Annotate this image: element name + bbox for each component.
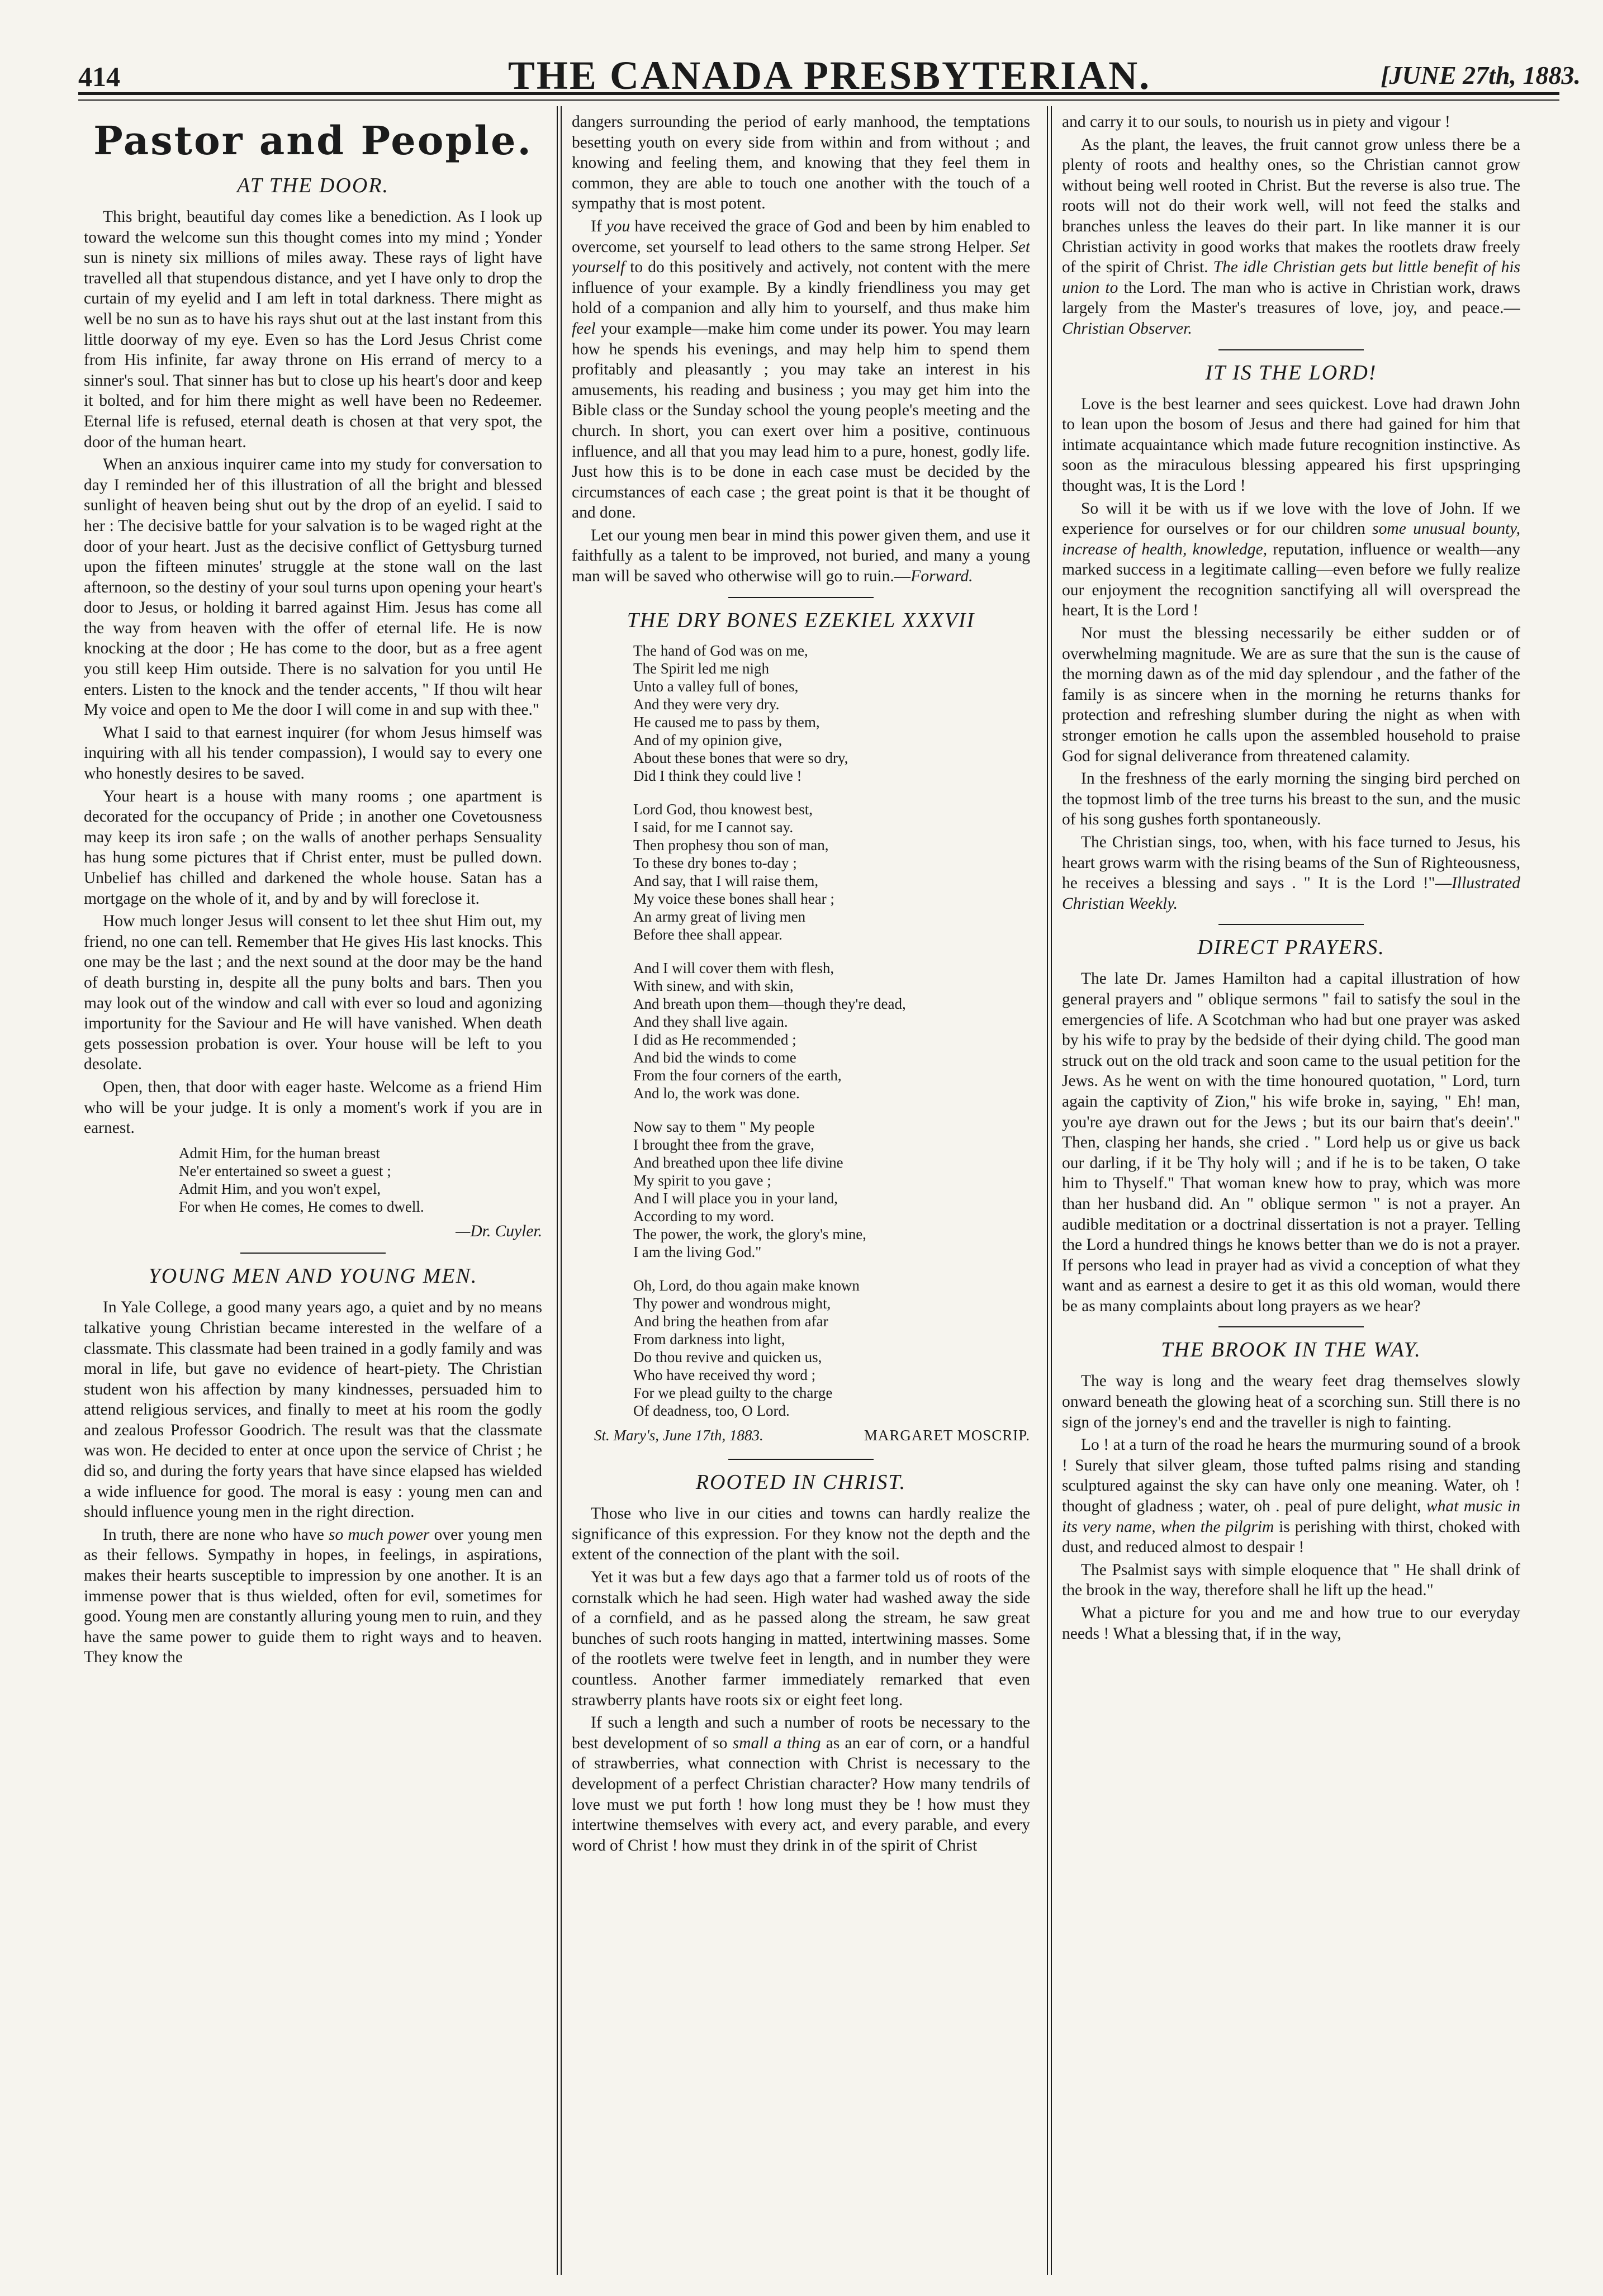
- signature-author: MARGARET MOSCRIP.: [864, 1426, 1030, 1444]
- verse-line: The power, the work, the glory's mine,: [633, 1225, 866, 1242]
- paragraph: What I said to that earnest inquirer (for whom Jesus himself was inquiring with all his tender compassion), I would say to every one who honestly desires to be saved.: [84, 723, 542, 783]
- paragraph: and carry it to our souls, to nourish us in piety and vigour !: [1062, 113, 1450, 131]
- verse-line: And of my opinion give,: [633, 731, 782, 748]
- paragraph: Let our young men bear in mind this power given them, and use it faithfully as a talent to be improved, not buried, and many a young man will be saved who otherwise will go to ruin.—Forward.: [572, 526, 1030, 586]
- paragraph: If you have received the grace of God and been by him enabled to overcome, set yourself to lead others to the same strong Helper. Set yourself to do this positively and actively, not content with the mere influence of your example. By a kindly friendliness you may get hold of a companion and ally him to yourself, and thus make him feel your example—make him come under its power. You may learn how he spends his evenings, and may help him to spend them profitably and pleasantly ; you may take an interest in his amusements, his reading and business ; you may get him into the Bible class or the Sunday school the young people's meeting and the church. In short, you can exert over him a positive, continuous influence, and all that you may lead him to a pure, honest, godly life. Just how this is to be done in each case must be decided by the circumstances of each case ; the great point is that it be thought of and done.: [572, 217, 1030, 522]
- article-title-it-is-the-lord: IT IS THE LORD!: [1205, 360, 1377, 385]
- verse-line: Who have received thy word ;: [633, 1366, 816, 1383]
- verse-line: And bring the heathen from afar: [633, 1312, 828, 1330]
- paragraph: Your heart is a house with many rooms ; one apartment is decorated for the occupancy of Pride ; in another one Covetousness may keep its iron safe ; on the walls of another perhaps Sensuality has hung some pictures that if Christ enter, must be pulled down. Unbelief has chilled and darkened the whole house. Satan has a mortgage on the whole of it, and by and by will foreclose it.: [84, 787, 542, 908]
- verse-line: Ne'er entertained so sweet a guest ;: [179, 1162, 391, 1179]
- article-title-brook-in-the-way: THE BROOK IN THE WAY.: [1161, 1338, 1421, 1362]
- paragraph: Lo ! at a turn of the road he hears the murmuring sound of a brook ! Surely that silver gleam, those tufted palms rising and standing sculptured against the sky can have only one meaning. Water, oh ! thought of gladness ; water, oh . peal of pure delight, what music in its very name, when the pilgrim is perishing with thirst, choked with dust, and reduced almost to despair !: [1062, 1436, 1520, 1557]
- verse-line: Unto a valley full of bones,: [633, 677, 799, 695]
- verse-line: To these dry bones to-day ;: [633, 854, 797, 871]
- stanza: [633, 959, 1030, 1102]
- article-divider: [1218, 924, 1364, 925]
- poem-dry-bones: [633, 642, 1030, 1420]
- verse-line: And lo, the work was done.: [633, 1084, 800, 1102]
- verse-line: Oh, Lord, do thou again make known: [633, 1277, 860, 1294]
- verse-line: And say, that I will raise them,: [633, 872, 819, 889]
- header-rule-thick: [78, 92, 1559, 95]
- article-divider: [728, 1459, 874, 1460]
- section-title: Pastor and People.: [93, 117, 533, 164]
- verse-line: I brought thee from the grave,: [633, 1136, 814, 1153]
- paragraph: Nor must the blessing necessarily be either sudden or of overwhelming magnitude. We are as sure that the sun is the cause of the morning dawn as of the mid day splendour , and the father of the family is as sincere when in the morning he returns thanks for protection and refreshing slumber during the night as when with stronger emotion he calls upon the assembled household to praise God for signal deliverance from threatened calamity.: [1062, 624, 1520, 765]
- paragraph: How much longer Jesus will consent to let thee shut Him out, my friend, no one can tell. Remember that He gives His last knocks. This one may be the last ; and the next sound at the door may be the hand of death bursting in, despite all the puny bolts and bars. Then you may look out of the window and call with ever so loud and agonizing importunity for the Saviour and He will have vanished. When death gets possession probation is over. Your house will be left to you desolate.: [84, 912, 542, 1074]
- verse-line: He caused me to pass by them,: [633, 713, 820, 730]
- article-divider: [728, 597, 874, 598]
- verse-line: Now say to them " My people: [633, 1118, 815, 1135]
- article-divider: [1218, 1326, 1364, 1327]
- verse-line: From the four corners of the earth,: [633, 1066, 842, 1084]
- verse-line: Admit Him, and you won't expel,: [179, 1180, 381, 1197]
- column-3: [1062, 112, 1520, 2275]
- verse-line: And breathed upon thee life divine: [633, 1154, 843, 1171]
- paragraph: If such a length and such a number of roots be necessary to the best development of so small a thing as an ear of corn, or a handful of strawberries, what connection with Christ is necessary to the development of a perfect Christian character? How many tendrils of love must we put forth ! how long must they be ! how must they intertwine themselves with every act, and every parable, and every word of Christ ! how must they drink in of the spirit of Christ: [572, 1714, 1030, 1854]
- article-title-direct-prayers: DIRECT PRAYERS.: [1197, 936, 1385, 960]
- column-divider: [557, 106, 558, 2275]
- signature-place-date: St. Mary's, June 17th, 1883.: [594, 1426, 763, 1444]
- verse-line: Did I think they could live !: [633, 767, 802, 784]
- column-divider: [1051, 106, 1052, 2275]
- verse-line: And they shall live again.: [633, 1013, 788, 1030]
- verse-line: Admit Him, for the human breast: [179, 1144, 380, 1161]
- article-title-at-the-door: AT THE DOOR.: [236, 174, 390, 197]
- verse-line: And I will cover them with flesh,: [633, 959, 834, 976]
- column-2: [572, 112, 1030, 2275]
- issue-date: [JUNE 27th, 1883.: [1381, 61, 1581, 89]
- paragraph: In truth, there are none who have so much power over young men as their fellows. Sympathy in hopes, in feelings, in aspirations, makes their hearts susceptible to impression by one another. It is an immense power that is thus wielded, often for evil, sometimes for good. Young men are constantly alluring young men to ruin, and they have the same power to guide them to right ways and to heaven. They know the: [84, 1525, 542, 1667]
- poem-title: THE DRY BONES EZEKIEL XXXVII: [627, 608, 975, 632]
- verse-line: I said, for me I cannot say.: [633, 818, 794, 836]
- stanza: [633, 1277, 1030, 1420]
- article-divider: [1218, 349, 1364, 350]
- verse-line: I did as He recommended ;: [633, 1031, 796, 1048]
- column-divider: [561, 106, 562, 2275]
- verse-line: According to my word.: [633, 1207, 774, 1225]
- verse-line: From darkness into light,: [633, 1330, 785, 1348]
- verse-line: Then prophesy thou son of man,: [633, 836, 829, 853]
- stanza: [633, 642, 1030, 785]
- verse-line: And they were very dry.: [633, 695, 780, 713]
- column-1: [84, 112, 542, 2275]
- paragraph: The Christian sings, too, when, with his face turned to Jesus, his heart grows warm with the rising beams of the Sun of Righteousness, he receives a blessing and says . " It is the Lord !"—Illustrated Christian Weekly.: [1062, 833, 1520, 913]
- paragraph: So will it be with us if we love with the love of John. If we experience for ourselves or for our children some unusual bounty, increase of health, knowledge, reputation, influence or wealth—any marked success in a legitimate calling—even before we fully realize our enjoyment the recognition sanctifying all will overspread the heart, It is the Lord !: [1062, 499, 1520, 620]
- header-rule-thin: [78, 99, 1559, 101]
- article-title-young-men: YOUNG MEN AND YOUNG MEN.: [148, 1264, 478, 1288]
- paragraph: In the freshness of the early morning the singing bird perched on the topmost limb of the tree turns his breast to the sun, and the music of his song gushes forth spontaneously.: [1062, 770, 1520, 829]
- paragraph: This bright, beautiful day comes like a benediction. As I look up toward the welcome sun this thought comes into my mind ; Yonder sun is ninety six millions of miles away. These rays of light have travelled all that stupendous distance, and yet I have only to drop the curtain of my eyelid and I am left in total darkness. There might as well be no sun as to have his rays shut out at the last instant from this little doorway of my eye. Even so has the Lord Jesus Christ come from His infinite, far away throne on His errand of mercy to a sinner's soul. That sinner has but to close up his heart's door and keep it bolted, and for him there might as well have been no Redeemer. Eternal life is refused, eternal death is chosen at that very spot, the door of the human heart.: [84, 208, 542, 451]
- paragraph: In Yale College, a good many years ago, a quiet and by no means talkative young Christian became interested in the welfare of a classmate. This classmate had been trained in a godly family and was moral in life, but gave no evidence of heart-piety. The Christian student won his affection by many kindnesses, persuaded him to attend religious services, and finally to meet at his room the godly and zealous Professor Goodrich. The result was that the classmate was won. He decided to enter at once upon the service of Christ ; he did so, and during the forty years that have since elapsed has wielded a wide influence for good. The moral is easy : young men can and should influence young men in the right direction.: [84, 1298, 542, 1521]
- paragraph: Open, then, that door with eager haste. Welcome as a friend Him who will be your judge. It is only a moment's work if you are in earnest.: [84, 1078, 542, 1137]
- paragraph: When an anxious inquirer came into my study for conversation to day I reminded her of this illustration of all the bright and blessed sunlight of heaven being shut out by the drop of an eyelid. I said to her : The decisive battle for your salvation is to be waged right at the door of your heart. Just as the decisive conflict of Gettysburg turned upon the fifteen minutes' struggle at the stone wall on the last afternoon, so the destiny of your soul turns upon opening your heart's door to Jesus, or holding it barred against Him. Jesus has come all the way from heaven with the offer of eternal life. He is now knocking at the door ; He has come to the door, but as a free agent you still keep Him outside. There is no salvation for you until He enters. Listen to the knock and the tender accents, " If thou wilt hear My voice and open to Me the door I will come in and sup with thee.": [84, 456, 542, 719]
- paragraph: As the plant, the leaves, the fruit cannot grow unless there be a plenty of roots and healthy ones, so the Christian cannot grow without being well rooted in Christ. But the reverse is also true. The roots will not do their work well, will not feed the stalks and branches unless the leaves do their part. In like manner it is our Christian activity in good works that makes the rootlets draw freely of the spirit of Christ. The idle Christian gets but little benefit of his union to the Lord. The man who is active in Christian work, draws largely from the Master's treasures of love, joy, and peace.—Christian Observer.: [1062, 135, 1520, 338]
- page-header: [78, 17, 1603, 98]
- verse-line: And breath upon them—though they're dead,: [633, 995, 906, 1012]
- verse-line: An army great of living men: [633, 908, 806, 925]
- paragraph: What a picture for you and me and how true to our everyday needs ! What a blessing that, if in the way,: [1062, 1604, 1520, 1643]
- verse-line: Before thee shall appear.: [633, 926, 782, 943]
- verse-line: Of deadness, too, O Lord.: [633, 1402, 790, 1419]
- verse-line: My spirit to you gave ;: [633, 1171, 771, 1189]
- verse-line: My voice these bones shall hear ;: [633, 890, 834, 907]
- verse-line: With sinew, and with skin,: [633, 977, 794, 994]
- verse-line: About these bones that were so dry,: [633, 749, 848, 766]
- paragraph: dangers surrounding the period of early manhood, the temptations besetting youth on every side from within and from without ; and knowing and feeling them, and knowing that they feel them in common, they are able to touch one another with the touch of a sympathy that is most potent.: [572, 113, 1030, 213]
- paragraph: Those who live in our cities and towns can hardly realize the significance of this expression. For they know not the depth and the extent of the connection of the plant with the soil.: [572, 1505, 1030, 1564]
- quoted-verse: [179, 1144, 542, 1216]
- stanza: [633, 1118, 1030, 1261]
- verse-line: For we plead guilty to the charge: [633, 1384, 833, 1401]
- stanza: [633, 800, 1030, 943]
- verse-line: And bid the winds to come: [633, 1049, 796, 1066]
- paragraph: Yet it was but a few days ago that a farmer told us of roots of the cornstalk which he had seen. High water had washed away the side of a cornfield, and as he passed along the stream, he saw great bunches of such roots hanging in matted, intertwining masses. Some of the rootlets were twelve feet in length, and in number they were countless. Another farmer immediately remarked that even strawberry plants have roots six or eight feet long.: [572, 1568, 1030, 1709]
- verse-line: The hand of God was on me,: [633, 642, 808, 659]
- verse-line: Lord God, thou knowest best,: [633, 800, 813, 818]
- verse-line: Do thou revive and quicken us,: [633, 1348, 822, 1365]
- article-credit: —Dr. Cuyler.: [456, 1222, 542, 1240]
- page-number: 414: [78, 61, 120, 92]
- article-title-rooted-in-christ: ROOTED IN CHRIST.: [695, 1470, 907, 1495]
- column-divider: [1047, 106, 1048, 2275]
- verse-line: The Spirit led me nigh: [633, 660, 769, 677]
- verse-line: I am the living God.": [633, 1243, 762, 1260]
- paragraph: The Psalmist says with simple eloquence that " He shall drink of the brook in the way, therefore shall he lift up the head.": [1062, 1560, 1520, 1600]
- article-divider: [240, 1253, 386, 1254]
- paragraph: The way is long and the weary feet drag themselves slowly onward beneath the glowing heat of a scorching sun. Still there is no sign of the jorney's end and the traveller is nigh to fainting.: [1062, 1372, 1520, 1431]
- verse-line: Thy power and wondrous might,: [633, 1294, 831, 1312]
- paragraph: Love is the best learner and sees quickest. Love had drawn John to lean upon the bosom of Jesus and there had gained for him that intimate acquaintance which made future recognition instinctive. As soon as the miraculous blessing appeared his first upspringing thought was, It is the Lord !: [1062, 395, 1520, 495]
- poem-signature: [594, 1425, 1030, 1446]
- verse-line: And I will place you in your land,: [633, 1189, 838, 1207]
- verse-line: For when He comes, He comes to dwell.: [179, 1198, 424, 1215]
- paragraph: The late Dr. James Hamilton had a capital illustration of how general prayers and " oblique sermons " fail to satisfy the soul in the emergencies of life. A Scotchman who had but one prayer was asked by his wife to pray by the bedside of their dying child. The good man struck out on the old track and soon came to the usual petition for the Jews. As he went on with the time honoured quotation, " Lord, turn again the captivity of Zion," his wife broke in, saying, " Eh! man, you're aye drawn out for the Jews ; but its our bairn that's deein'." Then, clasping her hands, she cried . " Lord help us or give us back our darling, if it be Thy holy will ; and if he is to be taken, O take him to Thyself." That woman knew how to pray, which was more than her husband did. An " oblique sermon " is not a prayer. An audible meditation or a doctrinal dissertation is not a prayer. Telling the Lord a hundred things he knows better than we do is not a prayer. If persons who lead in prayer had as vivid a conception of what they want and as earnest a desire to get it as this old woman, would there be as many complaints about long prayers as we hear?: [1062, 970, 1520, 1315]
- masthead: THE CANADA PRESBYTERIAN.: [508, 53, 1151, 98]
